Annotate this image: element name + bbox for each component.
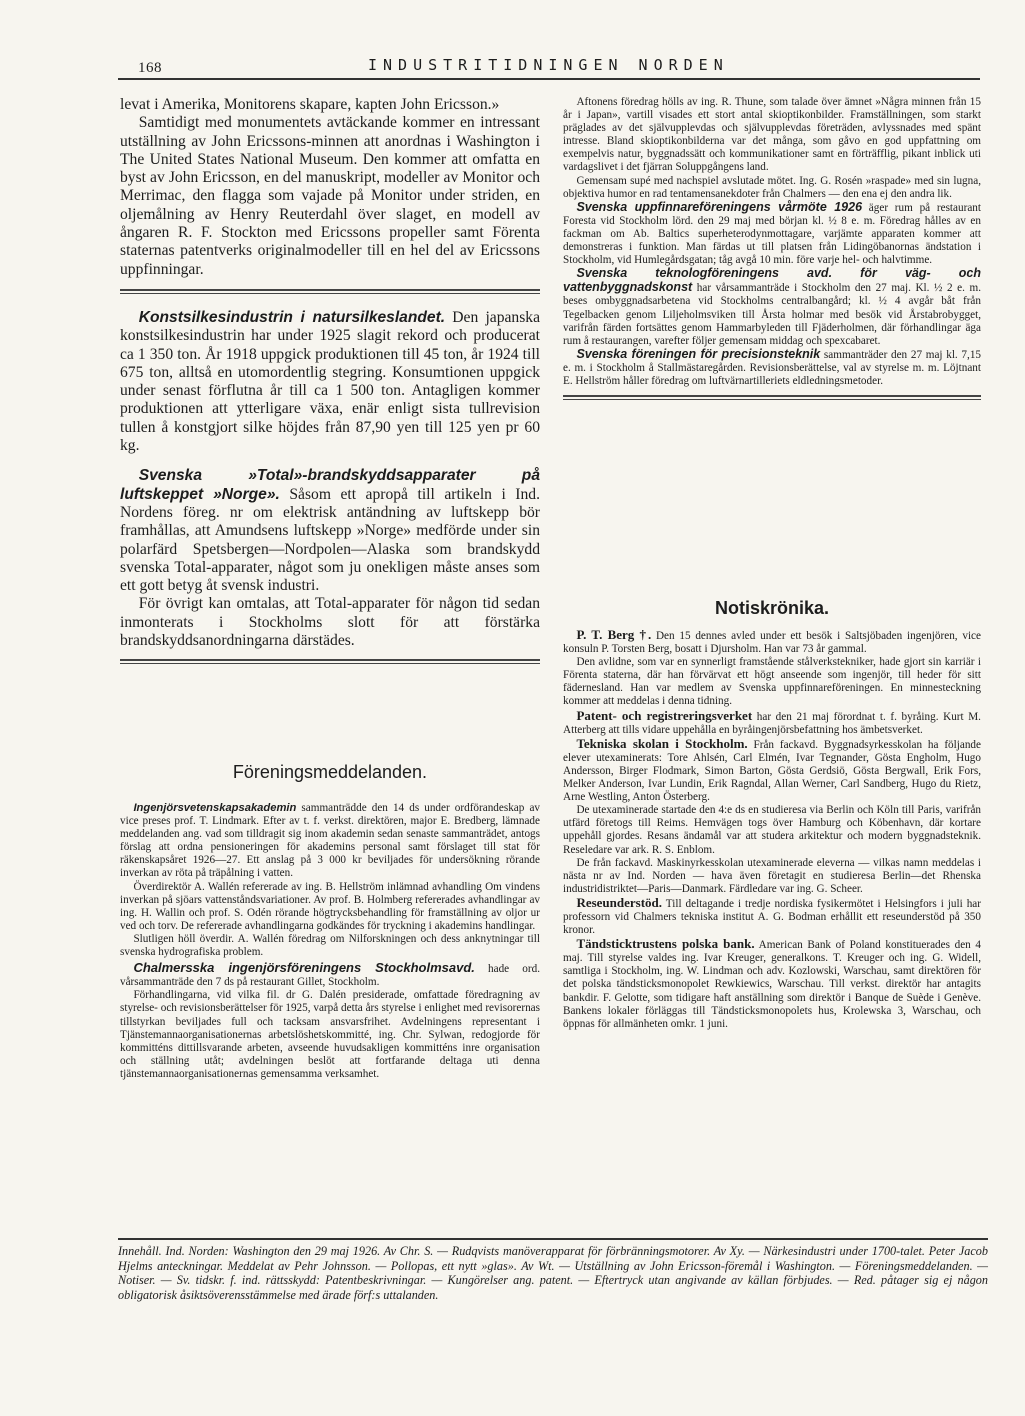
divider-1 <box>120 279 540 301</box>
foreningsmeddelanden-title: Föreningsmeddelanden. <box>232 762 428 782</box>
patent-heading: Patent- och registreringsverket <box>576 707 753 723</box>
precision-heading: Svenska föreningen för precisionsteknik <box>576 346 821 361</box>
running-title: INDUSTRITIDNINGEN NORDEN <box>368 56 729 74</box>
iva-paragraph-2: Överdirektör A. Wallén refererade av ing. B. Hellström inlämnad avhandling Om vindens inverkan på sjöars vattenståndsvariationer. Av prof. B. Holmberg refererades avhandlingar av ing. H. Wallin och prof. S. Odén rörande högtrycksbehandling för framställning av oljor ur ved och torv. De refererade avhandlingarna godkändes för tryckning i akademins handlingar. <box>120 880 540 932</box>
tekniska-paragraph-2: De utexaminerade startade den 4:e ds en studieresa via Berlin och Köln till Paris, varifrån utfärd företogs till Reims. Hemvägen togs över Hamburg och Köbenhavn, där kortare uppehåll gjordes. Resans ändamål var att studera arkitektur och modern byggnadsteknik. Reseledare var ark. R. S. Enblom. <box>563 804 981 856</box>
chalmers-heading: Chalmersska ingenjörsföreningens Stockholmsavd. <box>133 960 475 976</box>
berg-paragraph-2: Den avlidne, som var en synnerligt framstående stålverkstekniker, hade gjort sin karriär i Förenta staterna, där han förvärvat ett högt anseende som ingenjör, till heder för sitt fädernesland. Han var medlem av Svenska uppfinnareföreningen. En minnesteckning kommer att meddelas i denna tidning. <box>563 656 981 708</box>
teknolog-paragraph: Svenska teknologföreningens avd. för väg- och vattenbyggnadskonst har vårsammanträde i Stockholm den 27 maj. Kl. ½ 2 e. m. beses ombyggnadsarbetena vid Stockholms centralbangård; kl. ½ 4 avgår båt från Tegelbacken genom Liljeholmsviken till Årsta holmar med besök vid Årstabrobygget, varifrån färden fortsättes genom Hammarbyleden till Fjäderholmen, där förhandlingar äga rum å restaurangen, varefter följer gemensam middag och spexcabaret. <box>563 266 981 347</box>
patent-paragraph: Patent- och registreringsverket har den 21 maj förordnat t. f. byråing. Kurt M. Atterberg att tills vidare uppehålla en byråingenjörsbefattning hos ämbetsverket. <box>563 707 981 736</box>
iva-paragraph: Ingenjörsvetenskapsakademin sammanträdde den 14 ds under ordförandeskap av vice preses prof. T. Lindmark. Efter av t. f. verkst. direktören, major E. Bredberg, lämnade meddelanden ang. vad som tilldragit sig inom akademin sedan senaste sammanträdet, antogs förslag att ordna pensioneringen för akademins personal samt förslaget till stat för räkenskapsåret 1926—27. Ett anslag på 3 000 kr beviljades för undersökning rörande inverkan av röta på träpålning i vatten. <box>120 802 540 880</box>
right-column-notis <box>563 628 981 1031</box>
page-header <box>118 54 980 84</box>
washington-article-end: levat i Amerika, Monitorens skapare, kapten John Ericsson.» <box>120 96 500 113</box>
footer-rule <box>118 1238 988 1240</box>
teknolog-heading: Svenska teknologföreningens avd. för väg- och vattenbyggnadskonst <box>563 266 981 295</box>
contents-footer: Innehåll. Ind. Norden: Washington den 29 maj 1926. Av Chr. S. — Rudqvists manöverapparat för förbränningsmotorer. Av Xy. — Närkesindustri under 1700-talet. Peter Jacob Hjelms anteckningar. Meddelat av Pehr Johnsson. — Pollopas, ett nytt »glas». Av Wt. — Utställning av John Ericsson-föremål i Washington. — Föreningsmeddelanden. — Notiser. — Sv. tidskr. f. ind. rättsskydd: Patentbeskrivningar. — Kungörelser ang. patent. — Eftertryck utan angivande av källan förbjudes. — Red. påtager sig ej någon obligatorisk åsiktsöverensstämmelse med ärade förf:s uttalanden. <box>118 1244 988 1302</box>
rese-heading: Reseunderstöd. <box>576 894 663 910</box>
iva-paragraph-3: Slutligen höll överdir. A. Wallén föredrag om Nilforskningen och dess anknytningar till svenska hydrografiska problem. <box>120 932 540 959</box>
total-paragraph: Svenska »Total»-brandskyddsapparater på luftskeppet »Norge». Såsom ett apropå till artikeln i Ind. Nordens föreg. nr om elektrisk antändning av luftskepp bör framhållas, att Amundsens luftskepp »Norge» medförde under sin polarfärd Spetsbergen—Nordpolen—Alaska som brandskydd svenska Total-apparater, något som ju onekligen måste anses som ett gott betyg åt svensk industri. <box>120 467 540 595</box>
rese-paragraph: Reseunderstöd. Till deltagande i tredje nordiska fysikermötet i Helsingfors i juli har professorn vid Chalmers tekniska institut A. G. Bodman erhållit ett reseunderstöd på 350 kronor. <box>563 894 981 937</box>
left-column-bottom <box>120 802 540 1081</box>
tekniska-paragraph-3: De från fackavd. Maskinyrkesskolan utexaminerade eleverna — vilkas namn meddelas i nästa nr av Ind. Norden — hava även företagit en studieresa Berlin—det Rhenska industridistriktet—Paris—Danmark. Färdledare var ing. G. Scheer. <box>563 856 981 895</box>
divider-2 <box>120 650 540 670</box>
chalmers-paragraph: Chalmersska ingenjörsföreningens Stockholmsavd. hade ord. vårsammanträde den 7 ds på restaurant Gillet, Stockholm. <box>120 960 540 989</box>
left-column-top <box>120 96 540 670</box>
tekniska-heading: Tekniska skolan i Stockholm. <box>576 735 748 751</box>
uppfinnare-paragraph: Svenska uppfinnareföreningens vårmöte 1926 äger rum på restaurant Foresta vid Stockholm lörd. den 29 maj med början kl. ½ 8 e. m. Föredrag hålles av en fackman om Ab. Baltics superheterodynmottagare, varjämte apparaten kommer att demonstreras i funktion. Man färdas ut till platsen från Lidingöbanornas ändstation i Stockholm, vid Humlegårdsgatan; tåg avgå 10 min. före varje hel- och halvtimme. <box>563 199 981 267</box>
chalmers-paragraph-2: Förhandlingarna, vid vilka fil. dr G. Dalén presiderade, omfattade föredragning av styrelse- och revisionsberättelser för 1925, varpå detta års styrelse i enlighet med revisorernas tillstyrkan beviljades full och tacksam ansvarsfrihet. Avdelningens representant i Tjänstemannaorganisationernas arbetslöshetskommitté, ing. Chr. Sylwan, redogjorde för kommitténs dittillsvarande arbeten, avseende huvudsakligen kommitténs inre organisation och ställning utåt; avdelningen beslöt att fortfarande deltaga uti denna tjänstemannaorganisationernas gemensamma verksamhet. <box>120 989 540 1080</box>
tandsticks-paragraph: Tändsticktrustens polska bank. American Bank of Poland konstituerades den 4 maj. Till styrelse valdes ing. Ivar Kreuger, generalkons. T. Kreuger och ing. G. Widell, samtliga i Stockholm, ing. W. Lindman och adv. Kozlowski, Warschau, samt direktören för det polska tändsticksmonopolet Rewkiewics, Warschau. Till verkst. direktör har antagits bankdir. F. Gelotte, som tidigare haft anställning som direktör i Banque de Suède i Genève. Bankens lokaler förläggas till Tändsticksmonopolets hus, Krolewska 3, Warschau, och öppnas för allmänheten omkr. 1 juni. <box>563 936 982 1030</box>
divider-3 <box>563 388 981 402</box>
washington-exhibition-paragraph: Samtidigt med monumentets avtäckande kommer en intressant utställning av John Ericssons-minnen att anordnas i Washington i The United States National Museum. Den kommer att omfatta en byst av John Ericsson, en del manuskript, modeller av Monitor och Merrimac, den flagga som vajade på Monitor under striden, en oljemålning av Henry Reuterdahl över slaget, en modell av ångaren R. F. Stockton med Ericssons propeller samt Förenta staternas patentverks originalmodeller till en hel del av Ericssons uppfinningar. <box>120 114 540 278</box>
berg-paragraph: P. T. Berg †. Den 15 dennes avled under ett besök i Saltsjöbaden ingenjören, vice konsuln P. Torsten Berg, bosatt i Djursholm. Han var 73 år gammal. <box>563 627 981 656</box>
total-paragraph-2: För övrigt kan omtalas, att Total-apparater för någon tid sedan inmonterats i Stockholms slott för att förstärka brandskyddsanordningarna därstädes. <box>120 595 540 650</box>
berg-heading: P. T. Berg †. <box>576 627 652 642</box>
precision-paragraph: Svenska föreningen för precisionsteknik sammanträder den 27 maj kl. 7,15 e. m. i Stockholm å Stallmästaregården. Revisionsberättelse, val av styrelse m. m. Löjtnant E. Hellström håller föredrag om luftvärnartilleriets eldledningsmetoder. <box>563 346 982 387</box>
tekniska-paragraph: Tekniska skolan i Stockholm. Från fackavd. Byggnadsyrkesskolan ha följande elever utexaminerats: Tore Ahlsén, Carl Elmén, Ivar Tegnander, Gösta Engholm, Hugo Andersson, Birger Flodmark, Simon Barton, Gösta Gerdsiö, Gösta Bergwall, Erik Fors, Melker Anderson, Ivar Lundin, Erik Ragndal, Allan Werner, Carl Sandberg, Hugo du Rietz, Arne Westling, Anton Österberg. <box>563 735 981 804</box>
konstsilke-heading: Konstsilkesindustrin i natursilkeslandet. <box>138 308 446 326</box>
aftonens-paragraph: Aftonens föredrag hölls av ing. R. Thune, som talade över ämnet »Några minnen från 15 år i Japan», vartill visades ett stort antal skioptikonbilder. Framställningen, som starkt präglades av det självupplevdas och självupplevdas företräden, avlyssnades med spänt intresse. Bland skioptikonbilderna var det många, som gåvo en god uppfattning om exempelvis natur, byggnadssätt och kommunikationer samt en förträfflig, pikant inblick uti vardagslivet i det fjärran Soluppgångens land. <box>563 96 981 174</box>
uppfinnare-heading: Svenska uppfinnareföreningens vårmöte 1926 <box>576 199 863 214</box>
page-number: 168 <box>138 60 162 76</box>
notiskronika-title: Notiskrönika. <box>714 598 830 618</box>
konstsilke-paragraph: Konstsilkesindustrin i natursilkeslandet. Den japanska konstsilkesindustrin har under 1925 slagit rekord och producerat ca 1 350 ton. År 1918 uppgick produktionen till 45 ton, år 1924 till 675 ton, alltså en utomordentlig stegring. Konsumtionen uppgick under senast förflutna år till ca 1 500 ton. Antagligen kommer produktionen att ytterligare växa, enär enligt sista tullrevision tullen å konstgjort silke höjdes från 87,90 yen till 125 yen pr 60 kg. <box>120 308 540 455</box>
iva-heading: Ingenjörsvetenskapsakademin <box>133 802 297 814</box>
header-rule <box>118 78 980 80</box>
supe-paragraph: Gemensam supé med nachspiel avslutade mötet. Ing. G. Rosén »raspade» med sin lugna, objektiva humor en rad tentamensanekdoter från Chalmers — den ena ej den andra lik. <box>563 174 981 200</box>
tandsticks-heading: Tändsticktrustens polska bank. <box>576 936 755 952</box>
right-column-top <box>563 96 981 402</box>
total-heading: Svenska »Total»-brandskyddsapparater på luftskeppet »Norge». <box>120 467 540 503</box>
